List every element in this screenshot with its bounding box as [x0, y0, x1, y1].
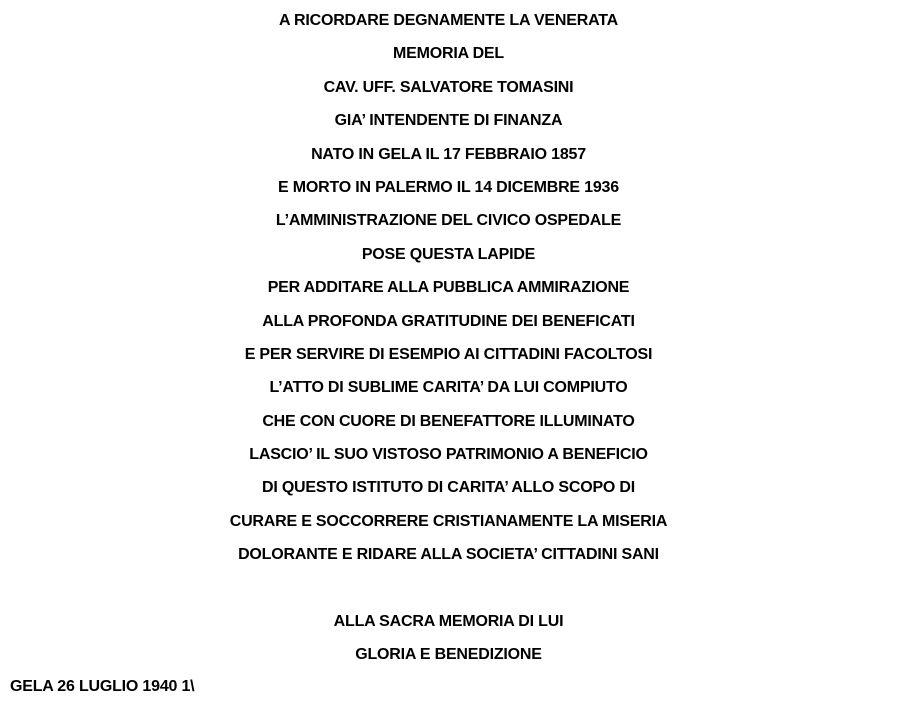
- inscription-line-1: A RICORDARE DEGNAMENTE LA VENERATA: [279, 12, 618, 29]
- inscription-line-19: ALLA SACRA MEMORIA DI LUI: [333, 613, 564, 631]
- inscription-line-11: E PER SERVIRE DI ESEMPIO AI CITTADINI FACOLTOSI: [244, 345, 653, 363]
- inscription-line-4: GIA’ INTENDENTE DI FINANZA: [334, 112, 563, 130]
- inscription-line-20: GLORIA E BENEDIZIONE: [355, 646, 542, 664]
- inscription-line-7: L’AMMINISTRAZIONE DEL CIVICO OSPEDALE: [275, 212, 622, 230]
- inscription-line-6: E MORTO IN PALERMO IL 14 DICEMBRE 1936: [278, 178, 619, 196]
- inscription-line-9: PER ADDITARE ALLA PUBBLICA AMMIRAZIONE: [267, 279, 630, 297]
- inscription-text: [0, 4, 897, 672]
- inscription-line-8: POSE QUESTA LAPIDE: [361, 245, 536, 263]
- inscription-line-2: MEMORIA DEL: [393, 45, 504, 63]
- inscription-line-16: CURARE E SOCCORRERE CRISTIANAMENTE LA MISERIA: [229, 512, 668, 530]
- inscription-line-12: L’ATTO DI SUBLIME CARITA’ DA LUI COMPIUTO: [269, 379, 628, 397]
- inscription-line-14: LASCIO’ IL SUO VISTOSO PATRIMONIO A BENEFICIO: [249, 446, 648, 464]
- inscription-blank-line: [0, 572, 897, 605]
- date-footer: GELA 26 LUGLIO 1940 1\: [10, 678, 195, 695]
- inscription-line-15: DI QUESTO ISTITUTO DI CARITA’ ALLO SCOPO DI: [261, 479, 636, 497]
- inscription-line-13: CHE CON CUORE DI BENEFATTORE ILLUMINATO: [262, 412, 635, 430]
- inscription-line-10: ALLA PROFONDA GRATITUDINE DEI BENEFICATI: [262, 312, 635, 330]
- inscription-line-17: DOLORANTE E RIDARE ALLA SOCIETA’ CITTADINI SANI: [238, 546, 659, 564]
- inscription-line-5: NATO IN GELA IL 17 FEBBRAIO 1857: [311, 145, 586, 163]
- inscription-line-3: CAV. UFF. SALVATORE TOMASINI: [323, 78, 574, 96]
